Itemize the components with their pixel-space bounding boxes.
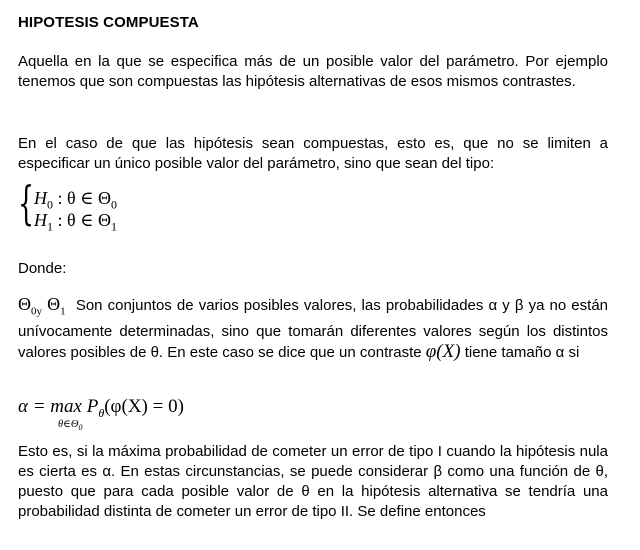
- h0-set-sub: 0: [110, 197, 117, 212]
- alpha-formula: [18, 390, 318, 434]
- h1-set-sub: 1: [110, 219, 117, 234]
- hypothesis-system: [18, 176, 218, 238]
- h1-sub: 1: [47, 219, 53, 234]
- h1-rest: : θ ∈ Θ: [53, 210, 111, 230]
- section-title: HIPOTESIS COMPUESTA: [18, 14, 199, 31]
- sets-text-end: tiene tamaño α si: [464, 343, 580, 361]
- phi-x-symbol: φ(X): [425, 340, 461, 362]
- theta1-symbol: $\Theta_1$: [47, 294, 66, 318]
- sets-text: Son conjuntos de varios posibles valores, las probabilidades α y β ya no están unívocamente determinadas, sino que tomarán diferentes valores según los distintos valores posibles de θ. En este caso se dice que un contraste: [18, 297, 608, 361]
- paragraph-donde: Donde:: [18, 260, 67, 277]
- theta0-symbol: $\Theta_{0y}$: [18, 294, 42, 318]
- h0-sub: 0: [47, 197, 53, 212]
- paragraph-sets: [18, 294, 608, 363]
- alpha-formula-main: $\alpha = \max P_\theta(\varphi(X) = 0)$: [18, 396, 184, 420]
- paragraph-conclusion: Esto es, si la máxima probabilidad de cometer un error de tipo I cuando la hipótesis nula es cierta es α. En estas circunstancias, se puede considerar β como una función de θ, puesto que para cada posible valor de θ en la hipótesis alternativa se tendría una probabilidad distinta de cometer un error de tipo II. Se define entonces: [18, 443, 608, 520]
- h0-line: [34, 188, 117, 213]
- h0-rest: : θ ∈ Θ: [53, 188, 111, 208]
- paragraph-definition: Aquella en la que se especifica más de un posible valor del parámetro. Por ejemplo tenemos que son compuestas las hipótesis alternativas de esos mismos contrastes.: [18, 53, 608, 90]
- h1-line: [34, 210, 117, 235]
- h1-label: H: [34, 210, 47, 230]
- paragraph-composite-case: En el caso de que las hipótesis sean compuestas, esto es, que no se limiten a especificar un único posible valor del parámetro, sino que sean del tipo:: [18, 135, 608, 172]
- left-brace: {: [18, 176, 35, 230]
- alpha-formula-subscript: $\theta\in\Theta_0$: [58, 419, 83, 433]
- h0-label: H: [34, 188, 47, 208]
